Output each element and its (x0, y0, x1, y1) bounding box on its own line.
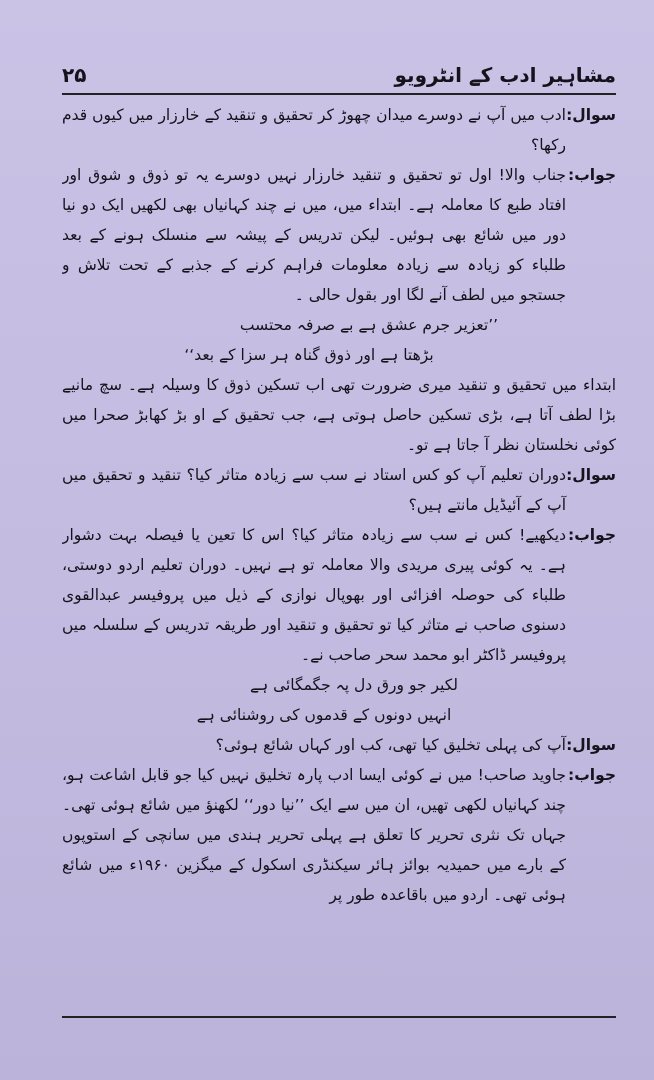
verse-line: بڑھتا ہے اور ذوق گناہ ہر سزا کے بعد‘‘ (184, 346, 434, 364)
question-label: سوال: (566, 736, 616, 754)
verse-couplet (62, 670, 616, 730)
question-3 (62, 730, 616, 760)
answer-text: جاوید صاحب! میں نے کوئی ایسا ادب پارہ تخلیق نہیں کیا جو قابل اشاعت ہو، چند کہانیاں لکھی تھیں، ان میں سے ایک ’’نیا دور‘‘ لکھنؤ میں شائع ہوئی تھی۔ جہاں تک نثری تحریر کا تعلق ہے پہلی تحریر ہندی میں سانچی کے استوپوں کے بارے میں حمیدیہ بوائز ہائر سیکنڈری اسکول کے میگزین ۱۹۶۰ء میں شائع ہوئی تھی۔ اردو میں باقاعدہ طور پر (62, 766, 566, 904)
answer-label: جواب: (568, 166, 616, 184)
answer-1 (62, 160, 616, 310)
answer-label: جواب: (568, 766, 616, 784)
verse-line: ’’تعزیر جرم عشق ہے بے صرفہ محتسب (239, 316, 499, 334)
answer-text: دیکھیے! کس نے سب سے زیادہ متاثر کیا؟ اس کا تعین یا فیصلہ بہت دشوار ہے۔ یہ کوئی پیری مریدی والا معاملہ تو ہے نہیں۔ دوران تعلیم اردو دوستی، طلباء کی حوصلہ افزائی اور بھوپال نوازی کے ذیل میں پروفیسر عبدالقوی دسنوی صاحب نے متاثر کیا تو تحقیق و تنقید اور طریقہ تدریس کے سلسلہ میں پروفیسر ڈاکٹر ابو محمد سحر صاحب نے۔ (62, 526, 566, 664)
header-rule (62, 93, 616, 95)
page-content (62, 100, 616, 1010)
page-header (62, 58, 616, 92)
answer-text: جناب والا! اول تو تحقیق و تنقید خارزار نہیں دوسرے یہ تو ذوق و شوق اور افتاد طبع کا معاملہ ہے۔ ابتداء میں، میں نے چند کہانیاں بھی لکھیں ایک دو نیا دور میں شائع بھی ہوئیں۔ لیکن تدریس کے پیشہ سے منسلک ہونے کے بعد طلباء کو زیادہ سے زیادہ معلومات فراہم کرنے کے جذبے کے تحت تلاش و جستجو میں لطف آنے لگا اور بقول حالی ۔ (62, 166, 566, 304)
question-2 (62, 460, 616, 520)
footer-rule (62, 1016, 616, 1018)
running-title: مشاہیر ادب کے انٹرویو (394, 63, 616, 87)
answer-2 (62, 520, 616, 670)
verse-line: لکیر جو ورق دل پہ جگمگائی ہے (249, 676, 458, 694)
question-text: ادب میں آپ نے دوسرے میدان چھوڑ کر تحقیق و تنقید کے خارزار میں کیوں قدم رکھا؟ (62, 106, 566, 154)
page-number: ۲۵ (62, 63, 87, 87)
question-label: سوال: (566, 106, 616, 124)
question-text: دوران تعلیم آپ کو کس استاد نے سب سے زیادہ متاثر کیا؟ تنقید و تحقیق میں آپ کے آئیڈیل مانتے ہیں؟ (62, 466, 566, 514)
question-text: آپ کی پہلی تخلیق کیا تھی، کب اور کہاں شائع ہوئی؟ (215, 736, 566, 754)
verse-line: انہیں دونوں کے قدموں کی روشنائی ہے (196, 706, 452, 724)
answer-1-continuation: ابتداء میں تحقیق و تنقید میری ضرورت تھی اب تسکین ذوق کا وسیلہ ہے۔ سچ مانیے بڑا لطف آتا ہے، بڑی تسکین حاصل ہوتی ہے، جب تحقیق کے او بڑ کھابڑ صحرا میں کوئی نخلستان نظر آ جاتا ہے تو۔ (62, 376, 616, 454)
answer-3 (62, 760, 616, 910)
question-1 (62, 100, 616, 160)
answer-label: جواب: (568, 526, 616, 544)
question-label: سوال: (566, 466, 616, 484)
verse-hali (62, 310, 616, 370)
